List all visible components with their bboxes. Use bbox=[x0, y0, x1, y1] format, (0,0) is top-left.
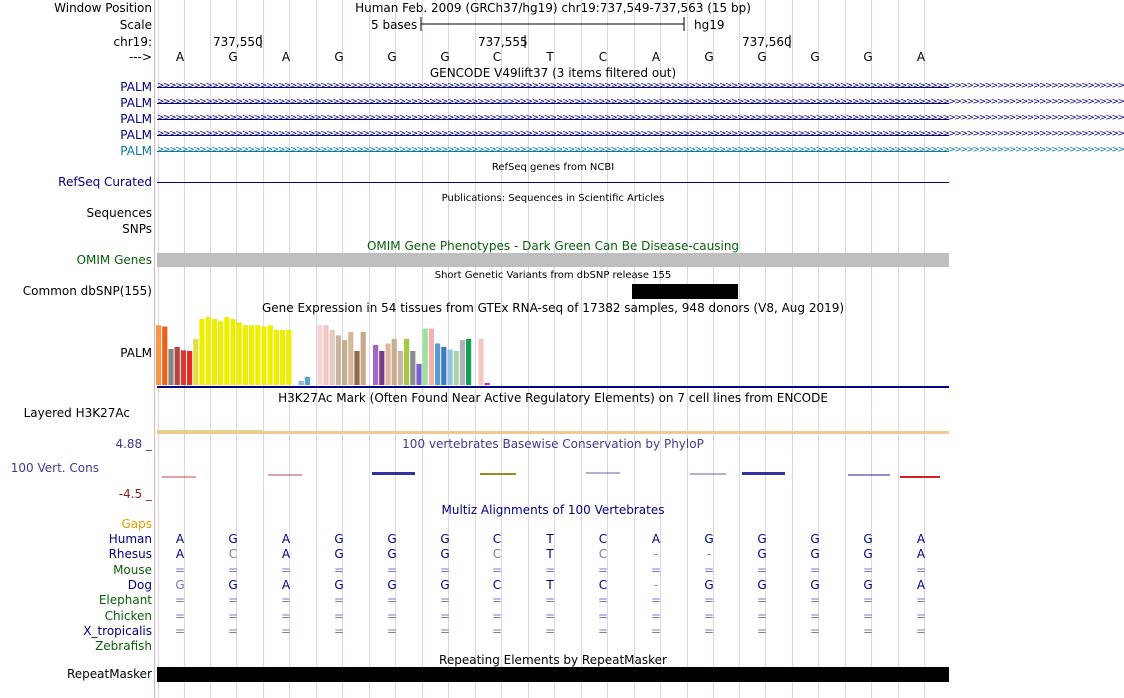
multiz-base: = bbox=[544, 608, 556, 623]
gtex-track-title[interactable]: Gene Expression in 54 tissues from GTEx RNA-seq of 17382 samples, 948 donors (V8, Aug 2019) bbox=[261, 301, 845, 315]
multiz-base: - bbox=[706, 547, 712, 562]
gencode-item-label[interactable]: PALM bbox=[120, 112, 152, 126]
h3k27ac-track-title[interactable]: H3K27Ac Mark (Often Found Near Active Regulatory Elements) on 7 cell lines from ENCODE bbox=[278, 391, 828, 405]
multiz-base: = bbox=[174, 593, 186, 608]
multiz-base: = bbox=[386, 623, 398, 638]
position-tick-label: 737,550 bbox=[213, 35, 263, 49]
base-letter: G bbox=[810, 50, 820, 64]
base-letter: G bbox=[704, 50, 714, 64]
position-tick-label: 737,555 bbox=[478, 35, 528, 49]
multiz-base: G bbox=[440, 532, 450, 546]
chrom-label: chr19: bbox=[113, 35, 152, 49]
conservation-track-title[interactable]: 100 vertebrates Basewise Conservation by PhyloP bbox=[402, 437, 704, 451]
base-letter: A bbox=[281, 50, 291, 64]
multiz-base: = bbox=[809, 562, 821, 577]
multiz-base: A bbox=[916, 532, 926, 546]
multiz-base: = bbox=[227, 608, 239, 623]
base-letter: T bbox=[546, 50, 554, 64]
dbsnp-track-title[interactable]: Short Genetic Variants from dbSNP release 155 bbox=[434, 270, 672, 281]
base-letter: G bbox=[334, 50, 344, 64]
multiz-base: T bbox=[546, 532, 554, 546]
scale-assembly-text: hg19 bbox=[694, 18, 725, 32]
refseq-track-label[interactable]: RefSeq Curated bbox=[58, 175, 152, 189]
multiz-base: = bbox=[809, 623, 821, 638]
multiz-base: A bbox=[281, 532, 291, 546]
multiz-base: A bbox=[281, 577, 291, 592]
multiz-base: - bbox=[653, 577, 659, 592]
gtex-track-label[interactable]: PALM bbox=[120, 346, 152, 360]
multiz-base: = bbox=[597, 608, 609, 623]
multiz-base: C bbox=[598, 547, 608, 562]
multiz-base: = bbox=[862, 623, 874, 638]
multiz-base: = bbox=[280, 608, 292, 623]
repeatmasker-track-title[interactable]: Repeating Elements by RepeatMasker bbox=[439, 653, 667, 667]
base-letter: C bbox=[598, 50, 608, 64]
conservation-track-label[interactable]: 100 Vert. Cons bbox=[10, 461, 99, 475]
multiz-base: = bbox=[386, 593, 398, 608]
multiz-base: = bbox=[491, 593, 503, 608]
window-position-value: Human Feb. 2009 (GRCh37/hg19) chr19:737,549-737,563 (15 bp) bbox=[355, 1, 751, 15]
multiz-species-label[interactable]: Zebrafish bbox=[95, 639, 152, 654]
repeatmasker-track-label[interactable]: RepeatMasker bbox=[66, 667, 152, 681]
window-position-label: Window Position bbox=[54, 1, 152, 15]
multiz-base: G bbox=[387, 532, 397, 546]
multiz-base: = bbox=[280, 623, 292, 638]
multiz-base: = bbox=[915, 593, 927, 608]
multiz-base: G bbox=[863, 532, 873, 546]
multiz-base: G bbox=[757, 547, 767, 562]
multiz-base: = bbox=[756, 608, 768, 623]
multiz-base: A bbox=[916, 547, 926, 562]
multiz-base: = bbox=[597, 562, 609, 577]
multiz-base: G bbox=[863, 577, 873, 592]
multiz-species-label[interactable]: Mouse bbox=[113, 562, 152, 577]
multiz-base: = bbox=[439, 623, 451, 638]
multiz-base: G bbox=[810, 577, 820, 592]
multiz-base: A bbox=[175, 532, 185, 546]
multiz-base: = bbox=[491, 608, 503, 623]
omim-track-title[interactable]: OMIM Gene Phenotypes - Dark Green Can Be Disease-causing bbox=[366, 239, 740, 253]
multiz-base: A bbox=[916, 577, 926, 592]
publications-sequences-label[interactable]: Sequences bbox=[86, 206, 152, 220]
multiz-base: T bbox=[546, 547, 554, 562]
multiz-base: = bbox=[544, 593, 556, 608]
multiz-base: = bbox=[491, 623, 503, 638]
multiz-base: C bbox=[598, 532, 608, 546]
multiz-base: G bbox=[387, 547, 397, 562]
gencode-strand-arrows: >>>>>>>>>>>>>>>>>>>>>>>>>>>>>>>>>>>>>>>>>>>>>>>>>>>>>>>>>>>>>>>>>>>>>>>>>>>>>>>>>>>>>>>>>>>>>>>>>>>>>>>>>>>>>>>>>>>>>>>>>>>>>>>>>>>>>>>>>>>>>>>>>>>>>>>>>>>>>>>> bbox=[157, 113, 1124, 123]
multiz-species-label[interactable]: Chicken bbox=[104, 608, 152, 623]
multiz-base: G bbox=[228, 532, 238, 546]
multiz-base: = bbox=[386, 608, 398, 623]
gencode-item-label[interactable]: PALM bbox=[120, 144, 152, 158]
multiz-base: A bbox=[175, 547, 185, 562]
multiz-base: = bbox=[650, 623, 662, 638]
base-letter: A bbox=[175, 50, 185, 64]
multiz-base: = bbox=[703, 608, 715, 623]
multiz-base: = bbox=[174, 608, 186, 623]
multiz-base: G bbox=[334, 547, 344, 562]
strand-label: ---> bbox=[128, 50, 152, 64]
multiz-base: = bbox=[333, 623, 345, 638]
multiz-base: G bbox=[757, 532, 767, 546]
h3k27ac-track-label[interactable]: Layered H3K27Ac bbox=[23, 406, 130, 420]
multiz-base: = bbox=[333, 608, 345, 623]
gencode-strand-arrows: >>>>>>>>>>>>>>>>>>>>>>>>>>>>>>>>>>>>>>>>>>>>>>>>>>>>>>>>>>>>>>>>>>>>>>>>>>>>>>>>>>>>>>>>>>>>>>>>>>>>>>>>>>>>>>>>>>>>>>>>>>>>>>>>>>>>>>>>>>>>>>>>>>>>>>>>>>>>>>>> bbox=[157, 81, 1124, 91]
multiz-base: = bbox=[756, 593, 768, 608]
multiz-base: = bbox=[915, 623, 927, 638]
multiz-base: T bbox=[546, 577, 554, 592]
multiz-base: = bbox=[650, 593, 662, 608]
multiz-base: A bbox=[281, 547, 291, 562]
base-letter: G bbox=[440, 50, 450, 64]
base-letter: G bbox=[228, 50, 238, 64]
multiz-base: = bbox=[756, 562, 768, 577]
gencode-strand-arrows: >>>>>>>>>>>>>>>>>>>>>>>>>>>>>>>>>>>>>>>>>>>>>>>>>>>>>>>>>>>>>>>>>>>>>>>>>>>>>>>>>>>>>>>>>>>>>>>>>>>>>>>>>>>>>>>>>>>>>>>>>>>>>>>>>>>>>>>>>>>>>>>>>>>>>>>>>>>>>>>> bbox=[157, 129, 1124, 139]
base-letter: A bbox=[651, 50, 661, 64]
multiz-base: G bbox=[704, 532, 714, 546]
multiz-base: = bbox=[227, 623, 239, 638]
multiz-base: C bbox=[228, 547, 238, 562]
multiz-species-label[interactable]: Rhesus bbox=[108, 547, 152, 562]
gencode-item-label[interactable]: PALM bbox=[120, 96, 152, 110]
multiz-base: G bbox=[704, 577, 714, 592]
multiz-base: G bbox=[757, 577, 767, 592]
multiz-base: = bbox=[174, 623, 186, 638]
dbsnp-track-label[interactable]: Common dbSNP(155) bbox=[22, 284, 152, 298]
multiz-species-label[interactable]: X_tropicalis bbox=[83, 623, 152, 638]
cons-mark bbox=[372, 472, 415, 475]
base-letter: G bbox=[757, 50, 767, 64]
multiz-base: = bbox=[703, 593, 715, 608]
multiz-base: = bbox=[809, 593, 821, 608]
multiz-base: = bbox=[650, 608, 662, 623]
multiz-base: = bbox=[915, 608, 927, 623]
multiz-base: C bbox=[492, 547, 502, 562]
multiz-base: G bbox=[810, 532, 820, 546]
multiz-base: = bbox=[597, 623, 609, 638]
multiz-base: - bbox=[653, 547, 659, 562]
multiz-base: = bbox=[280, 562, 292, 577]
multiz-base: G bbox=[863, 547, 873, 562]
multiz-base: C bbox=[492, 532, 502, 546]
multiz-base: = bbox=[491, 562, 503, 577]
multiz-species-label[interactable]: Human bbox=[108, 532, 152, 546]
multiz-base: = bbox=[862, 562, 874, 577]
gencode-item-label[interactable]: PALM bbox=[120, 128, 152, 142]
multiz-base: = bbox=[333, 562, 345, 577]
multiz-base: G bbox=[334, 577, 344, 592]
scale-bases-text: 5 bases bbox=[371, 18, 418, 32]
multiz-base: = bbox=[756, 623, 768, 638]
multiz-base: G bbox=[334, 532, 344, 546]
position-tick-label: 737,560 bbox=[742, 35, 792, 49]
multiz-species-label[interactable]: Elephant bbox=[98, 593, 152, 608]
multiz-base: = bbox=[544, 623, 556, 638]
refseq-track-title[interactable]: RefSeq genes from NCBI bbox=[491, 162, 615, 173]
multiz-base: C bbox=[598, 577, 608, 592]
multiz-species-label[interactable]: Dog bbox=[127, 577, 152, 592]
scale-label: Scale bbox=[119, 18, 152, 32]
multiz-base: = bbox=[174, 562, 186, 577]
multiz-base: = bbox=[650, 562, 662, 577]
base-letter: A bbox=[916, 50, 926, 64]
base-letter: G bbox=[387, 50, 397, 64]
multiz-base: = bbox=[862, 593, 874, 608]
multiz-base: = bbox=[280, 593, 292, 608]
multiz-base: = bbox=[809, 608, 821, 623]
multiz-gaps-label[interactable]: Gaps bbox=[121, 517, 152, 531]
multiz-base: = bbox=[386, 562, 398, 577]
multiz-base: = bbox=[333, 593, 345, 608]
multiz-base: = bbox=[544, 562, 556, 577]
publications-snps-label[interactable]: SNPs bbox=[122, 222, 152, 236]
multiz-base: = bbox=[439, 608, 451, 623]
multiz-base: = bbox=[862, 608, 874, 623]
multiz-base: C bbox=[492, 577, 502, 592]
multiz-base: = bbox=[227, 593, 239, 608]
multiz-base: = bbox=[703, 623, 715, 638]
conservation-max-label: 4.88 _ bbox=[115, 437, 152, 451]
multiz-base: = bbox=[439, 562, 451, 577]
publications-track-title[interactable]: Publications: Sequences in Scientific Articles bbox=[441, 193, 665, 204]
multiz-base: G bbox=[228, 577, 238, 592]
multiz-base: G bbox=[440, 547, 450, 562]
multiz-base: = bbox=[439, 593, 451, 608]
multiz-base: = bbox=[915, 562, 927, 577]
multiz-base: G bbox=[175, 577, 185, 592]
cons-mark bbox=[742, 472, 785, 475]
multiz-base: = bbox=[703, 562, 715, 577]
gencode-strand-arrows: >>>>>>>>>>>>>>>>>>>>>>>>>>>>>>>>>>>>>>>>>>>>>>>>>>>>>>>>>>>>>>>>>>>>>>>>>>>>>>>>>>>>>>>>>>>>>>>>>>>>>>>>>>>>>>>>>>>>>>>>>>>>>>>>>>>>>>>>>>>>>>>>>>>>>>>>>>>>>>>> bbox=[157, 145, 1124, 155]
base-letter: C bbox=[492, 50, 502, 64]
gencode-track-title[interactable]: GENCODE V49lift37 (3 items filtered out) bbox=[429, 66, 677, 80]
omim-track-label[interactable]: OMIM Genes bbox=[76, 253, 152, 267]
multiz-base: = bbox=[597, 593, 609, 608]
gencode-item-label[interactable]: PALM bbox=[120, 80, 152, 94]
multiz-base: G bbox=[387, 577, 397, 592]
base-letter: G bbox=[863, 50, 873, 64]
repeatmasker-block[interactable] bbox=[157, 667, 949, 682]
gencode-strand-arrows: >>>>>>>>>>>>>>>>>>>>>>>>>>>>>>>>>>>>>>>>>>>>>>>>>>>>>>>>>>>>>>>>>>>>>>>>>>>>>>>>>>>>>>>>>>>>>>>>>>>>>>>>>>>>>>>>>>>>>>>>>>>>>>>>>>>>>>>>>>>>>>>>>>>>>>>>>>>>>>>> bbox=[157, 97, 1124, 107]
multiz-track-title[interactable]: Multiz Alignments of 100 Vertebrates bbox=[441, 503, 665, 517]
conservation-min-label: -4.5 _ bbox=[118, 487, 152, 501]
multiz-base: G bbox=[810, 547, 820, 562]
multiz-base: A bbox=[651, 532, 661, 546]
multiz-base: = bbox=[227, 562, 239, 577]
multiz-base: G bbox=[440, 577, 450, 592]
